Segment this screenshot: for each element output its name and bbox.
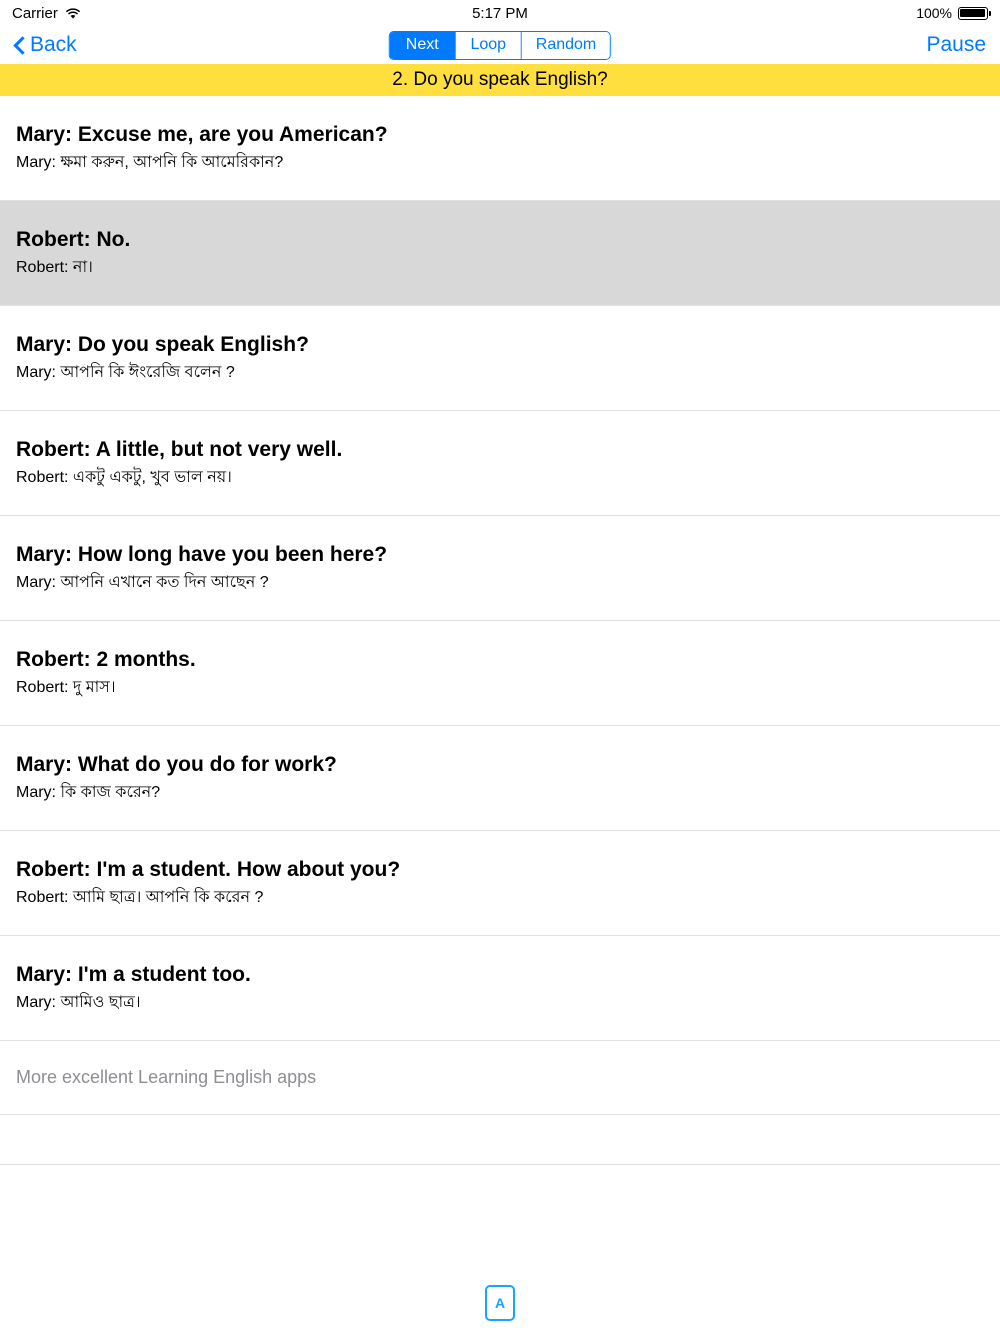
app-store-search-icon[interactable]	[485, 1285, 515, 1321]
dialogue-row[interactable]	[0, 516, 1000, 621]
empty-row	[0, 1115, 1000, 1165]
dialogue-line-english: Robert: 2 months.	[16, 648, 196, 671]
status-bar-right	[916, 5, 988, 21]
segment-loop[interactable]: Loop	[456, 32, 522, 59]
segment-random[interactable]: Random	[522, 32, 610, 59]
dialogue-line-english: Mary: Do you speak English?	[16, 333, 309, 356]
lesson-title-banner: 2. Do you speak English?	[0, 64, 1000, 96]
segment-next[interactable]: Next	[390, 32, 456, 59]
battery-percent-label: 100%	[916, 5, 952, 21]
dialogue-line-translation: Robert: দু মাস।	[16, 679, 116, 697]
dialogue-line-translation: Robert: না।	[16, 259, 93, 277]
playback-mode-segmented-control[interactable]	[389, 31, 611, 60]
dialogue-line-english: Robert: A little, but not very well.	[16, 438, 343, 461]
battery-icon	[958, 7, 988, 20]
dialogue-row[interactable]	[0, 936, 1000, 1041]
dialogue-line-english: Mary: How long have you been here?	[16, 543, 388, 566]
dialogue-line-translation: Mary: ক্ষমা করুন, আপনি কি আমেরিকান?	[16, 154, 284, 172]
dialogue-row[interactable]	[0, 621, 1000, 726]
status-bar	[0, 0, 1000, 26]
more-apps-link[interactable]: More excellent Learning English apps	[0, 1041, 1000, 1115]
dialogue-row[interactable]	[0, 831, 1000, 936]
dialogue-line-english: Robert: No.	[16, 228, 131, 251]
dialogue-row[interactable]	[0, 726, 1000, 831]
chevron-left-icon	[14, 35, 26, 55]
status-bar-left	[12, 5, 81, 22]
dialogue-line-english: Mary: What do you do for work?	[16, 753, 337, 776]
dialogue-line-translation: Mary: কি কাজ করেন?	[16, 784, 161, 802]
back-button[interactable]	[14, 33, 77, 57]
carrier-label: Carrier	[12, 4, 58, 22]
status-bar-time: 5:17 PM	[472, 4, 528, 22]
app-icon-glyph: A	[494, 1295, 506, 1311]
dialogue-list[interactable]	[0, 96, 1000, 1272]
back-button-label: Back	[30, 33, 77, 56]
nav-bar	[0, 26, 1000, 64]
dialogue-row-selected[interactable]	[0, 201, 1000, 306]
dialogue-row[interactable]	[0, 306, 1000, 411]
dialogue-line-translation: Mary: আমিও ছাত্র।	[16, 994, 141, 1012]
dialogue-line-english: Robert: I'm a student. How about you?	[16, 858, 401, 881]
pause-button[interactable]: Pause	[926, 33, 986, 56]
dialogue-line-translation: Mary: আপনি কি ঈংরেজি বলেন ?	[16, 364, 235, 382]
dialogue-line-english: Mary: I'm a student too.	[16, 963, 251, 986]
dialogue-row[interactable]	[0, 96, 1000, 201]
dialogue-line-translation: Robert: আমি ছাত্র। আপনি কি করেন ?	[16, 889, 264, 907]
dialogue-line-english: Mary: Excuse me, are you American?	[16, 123, 388, 146]
dialogue-line-translation: Mary: আপনি এখানে কত দিন আছেন ?	[16, 574, 269, 592]
dialogue-row[interactable]	[0, 411, 1000, 516]
dialogue-line-translation: Robert: একটু একটু, খুব ভাল নয়।	[16, 469, 232, 487]
wifi-icon	[65, 7, 81, 19]
bottom-toolbar	[0, 1272, 1000, 1334]
